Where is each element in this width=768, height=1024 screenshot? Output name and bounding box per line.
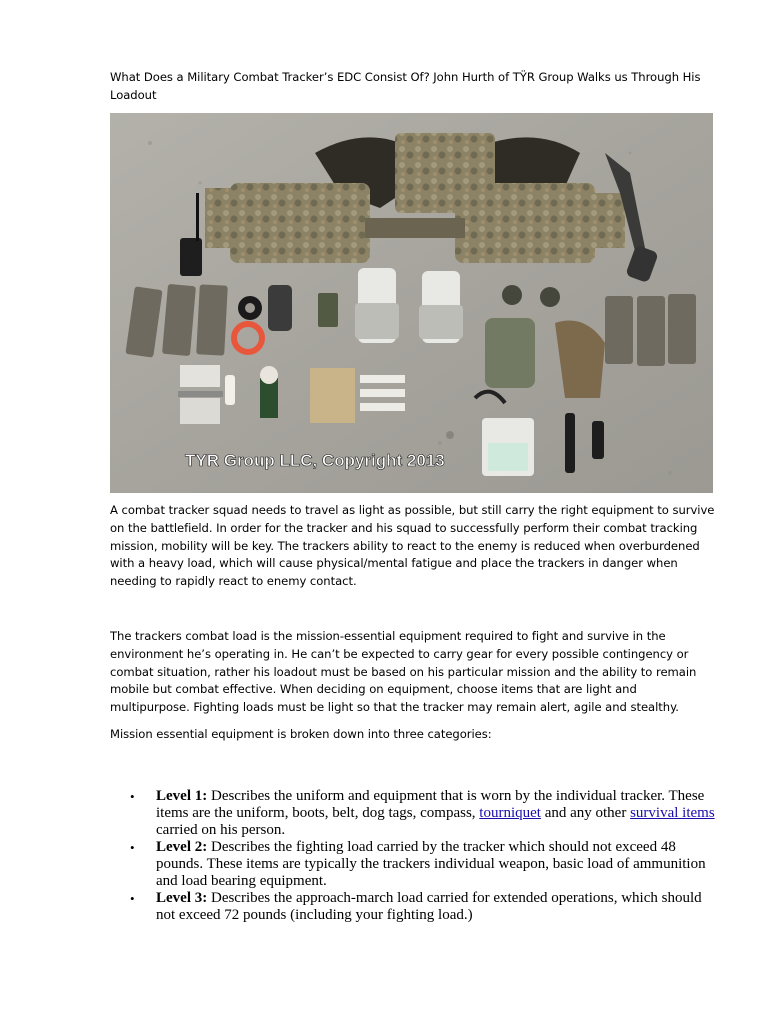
tourniquet-link[interactable]: tourniquet [479,805,541,821]
level-label: Level 2: [156,839,208,855]
magazines-right [605,294,696,366]
gear-photo [110,113,713,493]
level-text: and any other [540,805,631,821]
level-text: Describes the approach-march load carried for extended operations, which should not exceed 72 pounds (including your fighting load.) [156,890,702,923]
paragraph-intro: A combat tracker squad needs to travel as light as possible, but still carry the right equipment to survive on the battlefield. In order for the tracker and his squad to successfully perform their combat tracking mission, mobility will be key. The trackers ability to react to the enemy is reduced when overburdened with a heavy load, which will cause physical/mental fatigue and place the trackers in danger when needing to rapidly react to enemy contact. [110,503,715,589]
article-title: What Does a Military Combat Tracker’s EDC Consist Of? John Hurth of TŸR Group Walks us Through His Loadout [110,70,701,102]
paragraph-combat-load: The trackers combat load is the mission-essential equipment required to fight and survive in the environment he’s operating in. He can’t be expected to carry gear for every possible contingency or combat situation, rather his loadout must be based on his particular mission and the ability to remain mobile but combat effective. When deciding on equipment, choose items that are light and multipurpose. Fighting loads must be light so that the tracker may remain alert, agile and stealthy. [110,629,697,715]
bullet: • [130,891,135,906]
list-item-level-3 [130,890,715,924]
levels-list [130,788,715,924]
bullet: • [130,840,135,855]
bullet: • [130,789,135,804]
level-label: Level 3: [156,890,208,906]
flashlight [565,413,575,473]
level-text: carried on his person. [156,822,286,838]
survival-items-link[interactable]: survival items [630,805,715,821]
magazines-left [125,284,227,358]
pouch [485,318,535,388]
paragraph-categories-intro: Mission essential equipment is broken down into three categories: [110,727,492,741]
photo-watermark: TYR Group LLC, Copyright 2013 [185,451,445,470]
level-label: Level 1: [156,788,208,804]
list-item-level-2 [130,839,715,890]
list-item-level-1 [130,788,715,839]
gear-layout-image [110,113,713,493]
gps [268,285,292,331]
strobe [318,293,338,327]
level-text: Describes the fighting load carried by the tracker which should not exceed 48 pounds. These items are typically the trackers individual weapon, basic load of ammunition and load bearing equipment. [156,839,706,889]
level-text: Describes the uniform and equipment that is worn by the individual tracker. These items are the uniform, boots, belt, dog tags, compass, [156,788,705,821]
